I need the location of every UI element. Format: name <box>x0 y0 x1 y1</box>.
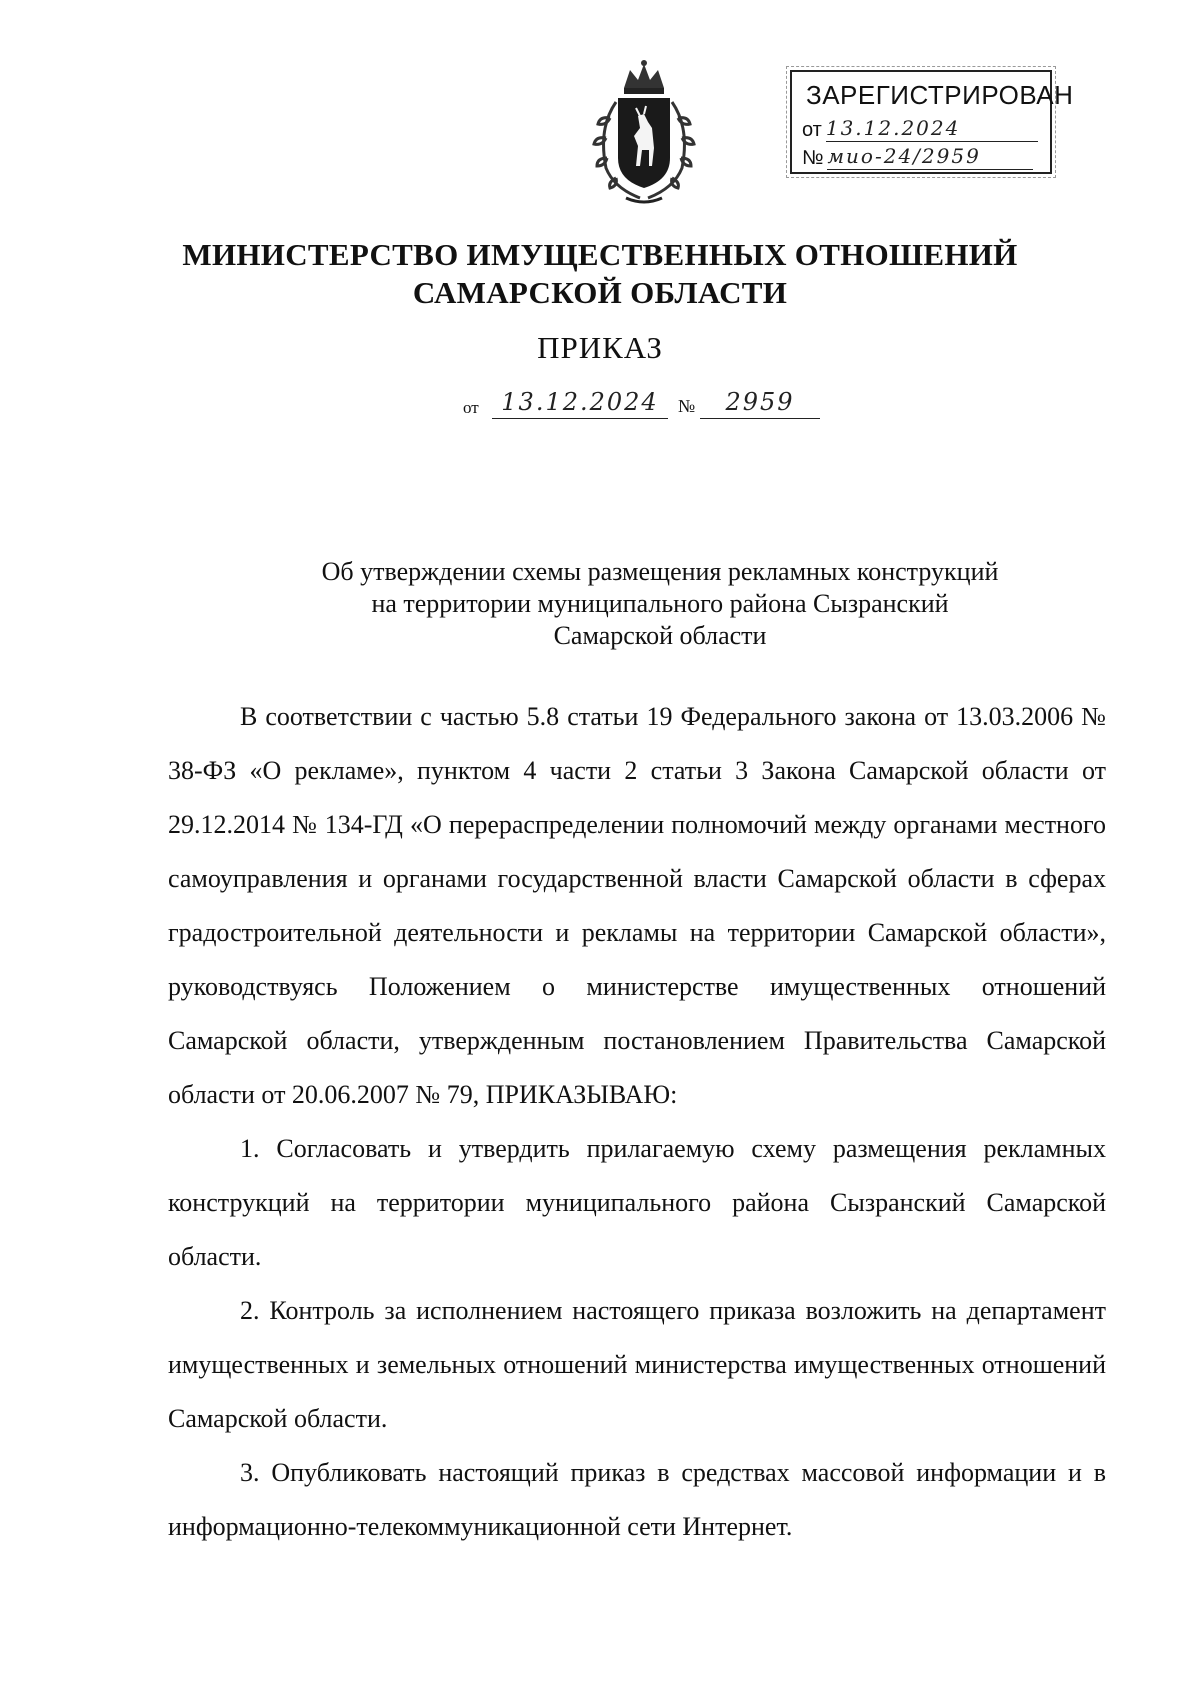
order-item-3: 3. Опубликовать настоящий приказ в средствах массовой информации и в информационно-телекоммуникационной сети Интернет. <box>168 1458 1106 1541</box>
stamp-number-value: мио-24/2959 <box>827 144 981 168</box>
ministry-name-line1: МИНИСТЕРСТВО ИМУЩЕСТВЕННЫХ ОТНОШЕНИЙ <box>182 237 1018 272</box>
registration-stamp <box>790 70 1074 174</box>
order-date-label: от <box>463 398 479 417</box>
samara-coat-of-arms-icon <box>580 58 708 206</box>
stamp-date-label: от <box>802 119 822 141</box>
subject-line2: на территории муниципального района Сызранский <box>371 589 949 618</box>
order-item-1: 1. Согласовать и утвердить прилагаемую схему размещения рекламных конструкций на территории муниципального района Сызранский Самарской области. <box>168 1134 1106 1271</box>
order-date-value: 13.12.2024 <box>492 388 668 419</box>
document-type-title: ПРИКАЗ <box>537 330 663 365</box>
stamp-date-row <box>802 116 1038 142</box>
preamble-paragraph: В соответствии с частью 5.8 статьи 19 Федерального закона от 13.03.2006 № 38-ФЗ «О рекламе», пунктом 4 части 2 статьи 3 Закона Самарской области от 29.12.2014 № 134-ГД «О перераспределении полномочий между органами местного самоуправления и органами государственной власти Самарской области в сферах градостроительной деятельности и рекламы на территории Самарской области», руководствуясь Положением о министерстве имущественных отношений Самарской области, утвержденным постановлением Правительства Самарской области от 20.06.2007 № 79, ПРИКАЗЫВАЮ: <box>168 702 1106 1109</box>
order-number-value: 2959 <box>700 388 820 419</box>
order-number-label: № <box>678 396 696 416</box>
stamp-title: ЗАРЕГИСТРИРОВАН <box>806 80 1074 110</box>
order-item-2: 2. Контроль за исполнением настоящего приказа возложить на департамент имущественных и земельных отношений министерства имущественных отношений Самарской области. <box>168 1296 1106 1433</box>
order-subject <box>260 556 1060 652</box>
subject-line1: Об утверждении схемы размещения рекламных конструкций <box>321 557 999 586</box>
ministry-name-line2: САМАРСКОЙ ОБЛАСТИ <box>412 275 788 310</box>
stamp-number-row <box>802 144 1033 170</box>
stamp-date-value: 13.12.2024 <box>825 116 961 140</box>
stamp-number-label: № <box>802 147 824 169</box>
subject-line3: Самарской области <box>553 621 767 650</box>
order-body <box>168 690 1106 1554</box>
